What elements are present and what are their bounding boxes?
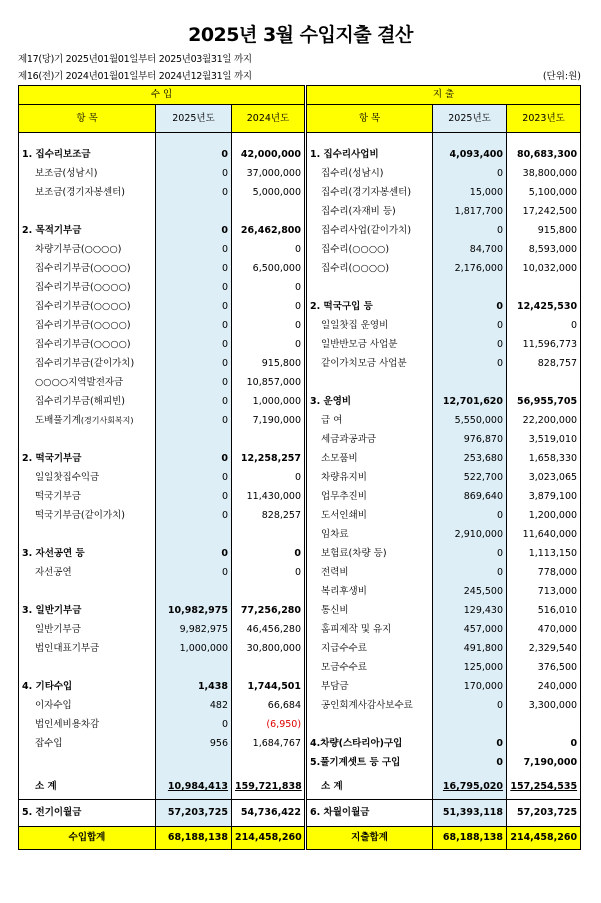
expense-carryover-2023: 57,203,725 bbox=[507, 800, 581, 827]
expense-col-item: 항 목 bbox=[306, 105, 433, 133]
income-col-item: 항 목 bbox=[19, 105, 156, 133]
expense-item: 임차료 bbox=[306, 525, 433, 544]
table-row bbox=[19, 316, 581, 335]
income-2024: 10,857,000 bbox=[232, 373, 306, 392]
income-2024 bbox=[232, 658, 306, 677]
expense-item: 전력비 bbox=[306, 563, 433, 582]
expense-item: 모금수수료 bbox=[306, 658, 433, 677]
income-2025: 0 bbox=[156, 715, 232, 734]
expense-2025: 0 bbox=[433, 563, 507, 582]
income-2025: 0 bbox=[156, 411, 232, 430]
expense-2025: 0 bbox=[433, 335, 507, 354]
income-item bbox=[19, 658, 156, 677]
expense-2025: 129,430 bbox=[433, 601, 507, 620]
table-row bbox=[19, 468, 581, 487]
expense-total-2025: 68,188,138 bbox=[433, 827, 507, 850]
income-2025 bbox=[156, 753, 232, 772]
expense-item: 3. 운영비 bbox=[306, 392, 433, 411]
expense-2025: 869,640 bbox=[433, 487, 507, 506]
income-2025: 0 bbox=[156, 297, 232, 316]
expense-2023 bbox=[507, 715, 581, 734]
expense-2025: 125,000 bbox=[433, 658, 507, 677]
income-item: 2. 떡국기부금 bbox=[19, 449, 156, 468]
expense-col-2023: 2023년도 bbox=[507, 105, 581, 133]
unit-label: (단위:원) bbox=[542, 71, 581, 82]
expense-2023: 10,032,000 bbox=[507, 259, 581, 278]
subtotal-row bbox=[19, 775, 581, 800]
income-item bbox=[19, 411, 156, 430]
income-2024: 915,800 bbox=[232, 354, 306, 373]
income-2024 bbox=[232, 202, 306, 221]
income-2025 bbox=[156, 202, 232, 221]
income-item: 집수리기부금(같이가치) bbox=[19, 354, 156, 373]
expense-item: 집수리사업(같이가치) bbox=[306, 221, 433, 240]
expense-2023: 915,800 bbox=[507, 221, 581, 240]
income-2025: 0 bbox=[156, 392, 232, 411]
income-2024: 42,000,000 bbox=[232, 145, 306, 164]
expense-2023: 5,100,000 bbox=[507, 183, 581, 202]
expense-item bbox=[306, 278, 433, 297]
income-2024: (6,950) bbox=[232, 715, 306, 734]
income-item: 법인세비용차감 bbox=[19, 715, 156, 734]
settlement-table bbox=[18, 85, 581, 850]
income-2024: 0 bbox=[232, 297, 306, 316]
expense-item: 5.풀기계셋트 등 구입 bbox=[306, 753, 433, 772]
income-2024: 1,000,000 bbox=[232, 392, 306, 411]
expense-2023: 778,000 bbox=[507, 563, 581, 582]
income-item: 보조금(성남시) bbox=[19, 164, 156, 183]
expense-2023: 3,879,100 bbox=[507, 487, 581, 506]
income-item: 떡국기부금(같이가치) bbox=[19, 506, 156, 525]
expense-2025: 0 bbox=[433, 316, 507, 335]
expense-col-2025: 2025년도 bbox=[433, 105, 507, 133]
income-carryover-label: 5. 전기이월금 bbox=[19, 800, 156, 827]
expense-2025: 0 bbox=[433, 221, 507, 240]
expense-item: 집수리(경기자봉센터) bbox=[306, 183, 433, 202]
expense-2023: 1,200,000 bbox=[507, 506, 581, 525]
table-row bbox=[19, 715, 581, 734]
expense-item: 일반반모금 사업분 bbox=[306, 335, 433, 354]
income-2024: 0 bbox=[232, 335, 306, 354]
income-2025: 0 bbox=[156, 259, 232, 278]
table-row bbox=[19, 392, 581, 411]
table-row bbox=[19, 677, 581, 696]
expense-2023: 1,658,330 bbox=[507, 449, 581, 468]
income-item: 자선공연 bbox=[19, 563, 156, 582]
income-2025 bbox=[156, 430, 232, 449]
income-item-label: 도배풀기계 bbox=[35, 415, 81, 426]
expense-2025: 5,550,000 bbox=[433, 411, 507, 430]
expense-2025: 170,000 bbox=[433, 677, 507, 696]
expense-2023: 828,757 bbox=[507, 354, 581, 373]
expense-total-2023: 214,458,260 bbox=[507, 827, 581, 850]
income-2025: 0 bbox=[156, 278, 232, 297]
expense-item: 차량유지비 bbox=[306, 468, 433, 487]
table-row bbox=[19, 202, 581, 221]
income-2025: 9,982,975 bbox=[156, 620, 232, 639]
table-row bbox=[19, 506, 581, 525]
expense-2025: 1,817,700 bbox=[433, 202, 507, 221]
income-2024: 0 bbox=[232, 240, 306, 259]
income-total-label: 수입합계 bbox=[19, 827, 156, 850]
expense-2025 bbox=[433, 715, 507, 734]
income-2025: 0 bbox=[156, 164, 232, 183]
table-row bbox=[19, 297, 581, 316]
income-2025: 0 bbox=[156, 335, 232, 354]
table-row bbox=[19, 639, 581, 658]
income-2024: 828,257 bbox=[232, 506, 306, 525]
doberae-note: (경기사회복지) bbox=[80, 416, 134, 425]
expense-item: 통신비 bbox=[306, 601, 433, 620]
table-row bbox=[19, 563, 581, 582]
income-2025: 0 bbox=[156, 506, 232, 525]
income-item: 일일찻집수익금 bbox=[19, 468, 156, 487]
income-item: 집수리기부금(○○○○) bbox=[19, 259, 156, 278]
income-2025: 0 bbox=[156, 449, 232, 468]
table-row bbox=[19, 278, 581, 297]
income-item: 집수리기부금(○○○○) bbox=[19, 316, 156, 335]
income-2025: 0 bbox=[156, 354, 232, 373]
income-2024: 1,744,501 bbox=[232, 677, 306, 696]
expense-item bbox=[306, 373, 433, 392]
expense-subtotal-2023: 157,254,535 bbox=[507, 775, 581, 800]
income-2024: 6,500,000 bbox=[232, 259, 306, 278]
expense-item: 세금과공과금 bbox=[306, 430, 433, 449]
income-2024: 0 bbox=[232, 563, 306, 582]
expense-2025: 0 bbox=[433, 544, 507, 563]
income-2024: 1,684,767 bbox=[232, 734, 306, 753]
expense-2025: 491,800 bbox=[433, 639, 507, 658]
expense-2025: 0 bbox=[433, 734, 507, 753]
expense-item: 보험료(차량 등) bbox=[306, 544, 433, 563]
income-2024: 37,000,000 bbox=[232, 164, 306, 183]
expense-item: 홈피제작 및 유지 bbox=[306, 620, 433, 639]
income-item: 집수리기부금(해피빈) bbox=[19, 392, 156, 411]
expense-2025: 0 bbox=[433, 297, 507, 316]
income-item: 법인대표기부금 bbox=[19, 639, 156, 658]
table-row bbox=[19, 373, 581, 392]
expense-2025: 15,000 bbox=[433, 183, 507, 202]
expense-2023 bbox=[507, 278, 581, 297]
income-2024: 0 bbox=[232, 468, 306, 487]
expense-2025: 0 bbox=[433, 696, 507, 715]
table-row bbox=[19, 620, 581, 639]
page-title: 2025년 3월 수입지출 결산 bbox=[188, 24, 413, 46]
table-row bbox=[19, 240, 581, 259]
income-2024: 26,462,800 bbox=[232, 221, 306, 240]
income-2025: 0 bbox=[156, 468, 232, 487]
income-item: 집수리기부금(○○○○) bbox=[19, 297, 156, 316]
income-2024: 12,258,257 bbox=[232, 449, 306, 468]
income-item: 4. 기타수입 bbox=[19, 677, 156, 696]
income-2024: 0 bbox=[232, 316, 306, 335]
expense-item: 집수리(○○○○) bbox=[306, 240, 433, 259]
income-total-2025: 68,188,138 bbox=[156, 827, 232, 850]
income-item bbox=[19, 202, 156, 221]
expense-2025: 0 bbox=[433, 354, 507, 373]
expense-item: 공인회계사감사보수료 bbox=[306, 696, 433, 715]
income-2024: 0 bbox=[232, 278, 306, 297]
income-2025 bbox=[156, 658, 232, 677]
expense-carryover-label: 6. 차월이월금 bbox=[306, 800, 433, 827]
expense-2023: 713,000 bbox=[507, 582, 581, 601]
expense-2023: 22,200,000 bbox=[507, 411, 581, 430]
income-total-2024: 214,458,260 bbox=[232, 827, 306, 850]
expense-2025: 245,500 bbox=[433, 582, 507, 601]
income-carryover-2024: 54,736,422 bbox=[232, 800, 306, 827]
income-2024 bbox=[232, 582, 306, 601]
expense-2025: 253,680 bbox=[433, 449, 507, 468]
income-2024 bbox=[232, 525, 306, 544]
income-2025: 0 bbox=[156, 316, 232, 335]
income-2024: 7,190,000 bbox=[232, 411, 306, 430]
income-item: 일반기부금 bbox=[19, 620, 156, 639]
table-row bbox=[19, 221, 581, 240]
table-row bbox=[19, 164, 581, 183]
expense-item: 복리후생비 bbox=[306, 582, 433, 601]
income-2025: 0 bbox=[156, 221, 232, 240]
expense-2023: 12,425,530 bbox=[507, 297, 581, 316]
income-2025: 1,000,000 bbox=[156, 639, 232, 658]
table-row bbox=[19, 582, 581, 601]
expense-2025 bbox=[433, 373, 507, 392]
expense-2023: 376,500 bbox=[507, 658, 581, 677]
income-subtotal-2025: 10,984,413 bbox=[156, 775, 232, 800]
expense-item: 도서인쇄비 bbox=[306, 506, 433, 525]
expense-2023: 11,596,773 bbox=[507, 335, 581, 354]
expense-subtotal-2025: 16,795,020 bbox=[433, 775, 507, 800]
expense-item: 업무추진비 bbox=[306, 487, 433, 506]
expense-2023: 7,190,000 bbox=[507, 753, 581, 772]
income-item: 1. 집수리보조금 bbox=[19, 145, 156, 164]
expense-2023: 80,683,300 bbox=[507, 145, 581, 164]
income-2025: 0 bbox=[156, 544, 232, 563]
expense-2023: 1,113,150 bbox=[507, 544, 581, 563]
expense-2023: 17,242,500 bbox=[507, 202, 581, 221]
income-item: 3. 자선공연 등 bbox=[19, 544, 156, 563]
income-subtotal-2024: 159,721,838 bbox=[232, 775, 306, 800]
expense-2023: 11,640,000 bbox=[507, 525, 581, 544]
income-item bbox=[19, 525, 156, 544]
expense-2023: 2,329,540 bbox=[507, 639, 581, 658]
expense-2023: 3,519,010 bbox=[507, 430, 581, 449]
expense-2023: 516,010 bbox=[507, 601, 581, 620]
table-row bbox=[19, 430, 581, 449]
expense-item: 집수리(성남시) bbox=[306, 164, 433, 183]
income-2024 bbox=[232, 430, 306, 449]
income-2024 bbox=[232, 753, 306, 772]
expense-2023: 8,593,000 bbox=[507, 240, 581, 259]
income-col-2025: 2025년도 bbox=[156, 105, 232, 133]
income-2025 bbox=[156, 525, 232, 544]
period-previous: 제16(전)기 2024년01월01일부터 2024년12월31일 까지 bbox=[18, 71, 252, 82]
income-item: 집수리기부금(○○○○) bbox=[19, 278, 156, 297]
expense-2025: 0 bbox=[433, 506, 507, 525]
table-row bbox=[19, 259, 581, 278]
income-subtotal-label: 소 계 bbox=[19, 775, 156, 800]
table-row bbox=[19, 658, 581, 677]
expense-2025: 2,176,000 bbox=[433, 259, 507, 278]
table-row bbox=[19, 525, 581, 544]
expense-2023: 0 bbox=[507, 316, 581, 335]
income-2024: 66,684 bbox=[232, 696, 306, 715]
expense-item: 같이가치모금 사업분 bbox=[306, 354, 433, 373]
expense-item: 4.차량(스타리아)구입 bbox=[306, 734, 433, 753]
expense-2023: 56,955,705 bbox=[507, 392, 581, 411]
table-row bbox=[19, 335, 581, 354]
table-row bbox=[19, 354, 581, 373]
table-row bbox=[19, 696, 581, 715]
income-2024: 30,800,000 bbox=[232, 639, 306, 658]
income-2024: 0 bbox=[232, 544, 306, 563]
expense-item: 집수리(자재비 등) bbox=[306, 202, 433, 221]
income-2025: 0 bbox=[156, 183, 232, 202]
income-item: 잡수입 bbox=[19, 734, 156, 753]
income-2025: 0 bbox=[156, 373, 232, 392]
income-2024: 77,256,280 bbox=[232, 601, 306, 620]
expense-item: 1. 집수리사업비 bbox=[306, 145, 433, 164]
income-item bbox=[19, 753, 156, 772]
expense-item: 부담금 bbox=[306, 677, 433, 696]
table-row bbox=[19, 145, 581, 164]
expense-2025: 0 bbox=[433, 164, 507, 183]
income-item: 2. 목적기부금 bbox=[19, 221, 156, 240]
expense-2025 bbox=[433, 278, 507, 297]
table-row bbox=[19, 449, 581, 468]
income-2025: 0 bbox=[156, 240, 232, 259]
expense-2023 bbox=[507, 373, 581, 392]
column-header-row bbox=[19, 105, 581, 133]
expense-2023: 470,000 bbox=[507, 620, 581, 639]
income-2025: 0 bbox=[156, 145, 232, 164]
income-2024: 5,000,000 bbox=[232, 183, 306, 202]
expense-item: 급 여 bbox=[306, 411, 433, 430]
expense-item: 2. 떡국구입 등 bbox=[306, 297, 433, 316]
income-carryover-2025: 57,203,725 bbox=[156, 800, 232, 827]
income-2025: 10,982,975 bbox=[156, 601, 232, 620]
expense-total-label: 지출합계 bbox=[306, 827, 433, 850]
income-2024: 11,430,000 bbox=[232, 487, 306, 506]
expense-item bbox=[306, 715, 433, 734]
income-col-2024: 2024년도 bbox=[232, 105, 306, 133]
income-header: 수 입 bbox=[19, 86, 306, 105]
income-item bbox=[19, 430, 156, 449]
period-current: 제17(당)기 2025년01월01일부터 2025년03월31일 까지 bbox=[18, 54, 252, 65]
table-row bbox=[19, 183, 581, 202]
expense-2025: 522,700 bbox=[433, 468, 507, 487]
expense-header: 지 출 bbox=[306, 86, 581, 105]
income-2024: 46,456,280 bbox=[232, 620, 306, 639]
section-header-row bbox=[19, 86, 581, 105]
income-2025: 0 bbox=[156, 563, 232, 582]
income-2025: 482 bbox=[156, 696, 232, 715]
spacer-row bbox=[19, 133, 581, 146]
expense-2025: 0 bbox=[433, 753, 507, 772]
expense-2023: 3,300,000 bbox=[507, 696, 581, 715]
income-item: ○○○○지역발전자금 bbox=[19, 373, 156, 392]
expense-2023: 0 bbox=[507, 734, 581, 753]
expense-2025: 84,700 bbox=[433, 240, 507, 259]
table-row bbox=[19, 544, 581, 563]
expense-carryover-2025: 51,393,118 bbox=[433, 800, 507, 827]
income-item: 집수리기부금(○○○○) bbox=[19, 335, 156, 354]
income-item bbox=[19, 582, 156, 601]
table-row bbox=[19, 411, 581, 430]
income-2025: 1,438 bbox=[156, 677, 232, 696]
expense-item: 집수리(○○○○) bbox=[306, 259, 433, 278]
expense-2025: 976,870 bbox=[433, 430, 507, 449]
income-item: 떡국기부금 bbox=[19, 487, 156, 506]
income-item: 3. 일반기부금 bbox=[19, 601, 156, 620]
expense-2023: 240,000 bbox=[507, 677, 581, 696]
table-row bbox=[19, 487, 581, 506]
income-2025 bbox=[156, 582, 232, 601]
table-row bbox=[19, 734, 581, 753]
income-item: 이자수입 bbox=[19, 696, 156, 715]
expense-item: 지급수수료 bbox=[306, 639, 433, 658]
expense-item: 일일찻집 운영비 bbox=[306, 316, 433, 335]
carryover-row bbox=[19, 800, 581, 827]
expense-2025: 457,000 bbox=[433, 620, 507, 639]
expense-subtotal-label: 소 계 bbox=[306, 775, 433, 800]
expense-2023: 3,023,065 bbox=[507, 468, 581, 487]
income-item: 차량기부금(○○○○) bbox=[19, 240, 156, 259]
income-2025: 0 bbox=[156, 487, 232, 506]
expense-item: 소모품비 bbox=[306, 449, 433, 468]
expense-2023: 38,800,000 bbox=[507, 164, 581, 183]
income-2025: 956 bbox=[156, 734, 232, 753]
table-row bbox=[19, 753, 581, 772]
income-item: 보조금(경기자봉센터) bbox=[19, 183, 156, 202]
expense-2025: 2,910,000 bbox=[433, 525, 507, 544]
total-row bbox=[19, 827, 581, 850]
expense-2025: 12,701,620 bbox=[433, 392, 507, 411]
table-row bbox=[19, 601, 581, 620]
expense-2025: 4,093,400 bbox=[433, 145, 507, 164]
